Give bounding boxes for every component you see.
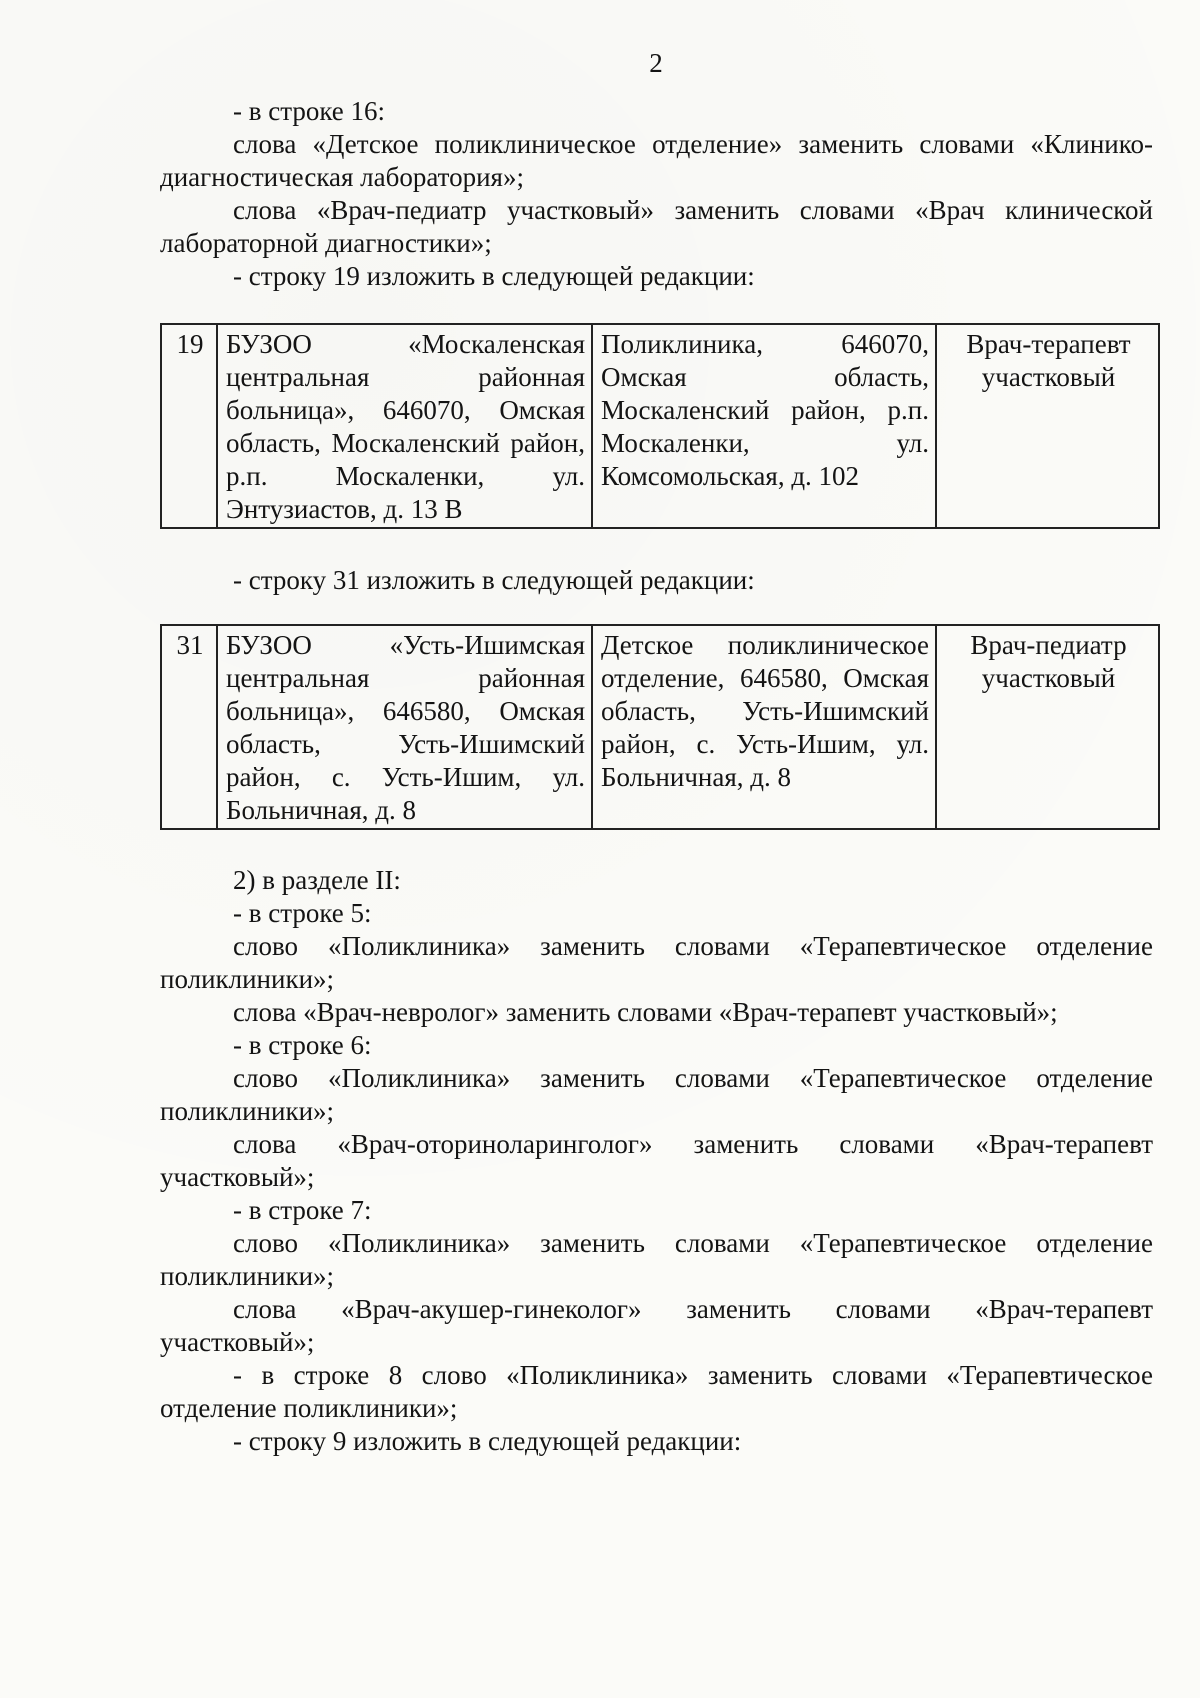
replace-paragraph: слова «Врач-невролог» заменить словами «Врач-терапевт участковый»;: [233, 997, 1058, 1027]
item-row-5: - в строке 5:: [233, 898, 372, 928]
table-row: [161, 324, 1159, 528]
organization-cell: БУЗОО «Москаленская центральная районная больница», 646070, Омская область, Москаленский район, р.п. Москаленки, ул. Энтузиастов, д. 13 В: [217, 324, 592, 528]
address-cell: Поликлиника, 646070, Омская область, Москаленский район, р.п. Москаленки, ул. Комсомольская, д. 102: [592, 324, 936, 528]
row-9-intro: - строку 9 изложить в следующей редакции:: [233, 1426, 742, 1456]
replace-paragraph: слова «Врач-оториноларинголог» заменить словами «Врач-терапевт участковый»;: [160, 1129, 1153, 1192]
address-cell: Детское поликлиническое отделение, 646580, Омская область, Усть-Ишимский район, с. Усть-Ишим, ул. Больничная, д. 8: [592, 625, 936, 829]
replace-paragraph: слова «Врач-педиатр участковый» заменить словами «Врач клинической лабораторной диагностики»;: [160, 195, 1153, 258]
replace-paragraph: слова «Детское поликлиническое отделение» заменить словами «Клинико-диагностическая лаборатория»;: [160, 129, 1153, 192]
replace-paragraph: - в строке 8 слово «Поликлиника» заменить словами «Терапевтическое отделение поликлиники»;: [160, 1360, 1153, 1423]
table-row-31: [160, 624, 1160, 830]
page-number: 2: [649, 48, 663, 78]
row-number: 19: [161, 324, 217, 528]
row-number: 31: [161, 625, 217, 829]
replace-paragraph: слово «Поликлиника» заменить словами «Терапевтическое отделение поликлиники»;: [160, 1063, 1153, 1126]
document-body: [160, 95, 1153, 1458]
replace-paragraph: слово «Поликлиника» заменить словами «Терапевтическое отделение поликлиники»;: [160, 931, 1153, 994]
row-19-intro: - строку 19 изложить в следующей редакции:: [233, 261, 755, 291]
position-cell: Врач-педиатр участковый: [936, 625, 1159, 829]
section-ii-heading: 2) в разделе II:: [233, 865, 401, 895]
position-cell: Врач-терапевт участковый: [936, 324, 1159, 528]
row-31-intro: - строку 31 изложить в следующей редакции:: [233, 565, 755, 595]
item-row-6: - в строке 6:: [233, 1030, 372, 1060]
table-row-19: [160, 323, 1160, 529]
item-row-16: - в строке 16:: [233, 96, 386, 126]
item-row-7: - в строке 7:: [233, 1195, 372, 1225]
replace-paragraph: слова «Врач-акушер-гинеколог» заменить словами «Врач-терапевт участковый»;: [160, 1294, 1153, 1357]
replace-paragraph: слово «Поликлиника» заменить словами «Терапевтическое отделение поликлиники»;: [160, 1228, 1153, 1291]
table-row: [161, 625, 1159, 829]
organization-cell: БУЗОО «Усть-Ишимская центральная районная больница», 646580, Омская область, Усть-Ишимский район, с. Усть-Ишим, ул. Больничная, д. 8: [217, 625, 592, 829]
